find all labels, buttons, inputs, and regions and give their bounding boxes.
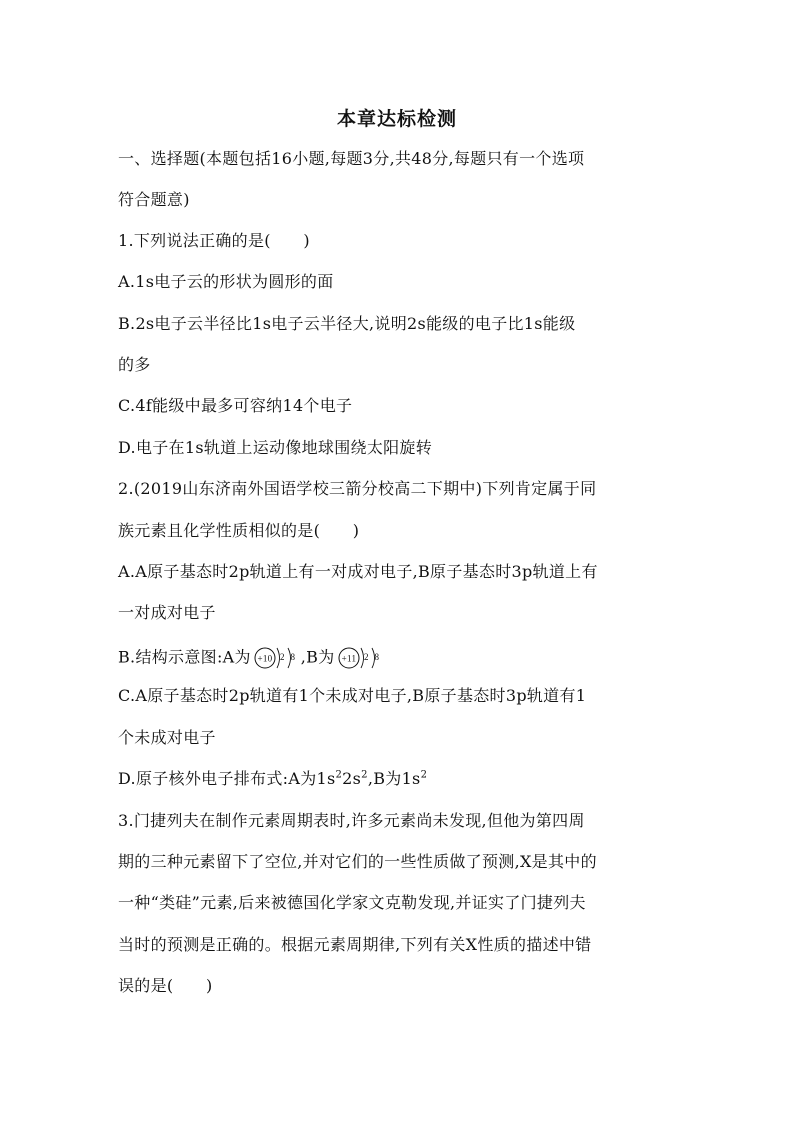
page-title: 本章达标检测 <box>336 108 457 130</box>
q3-line-4: 当时的预测是正确的。根据元素周期律,下列有关X性质的描述中错 <box>118 935 592 954</box>
atom-b-shell-2: 8 <box>374 652 379 662</box>
q1-stem: 1.下列说法正确的是( ) <box>118 231 310 250</box>
q2-option-d-mid: 2s <box>342 769 362 788</box>
q2-option-d-sup-2: 2 <box>361 769 368 781</box>
atom-b-nucleus: +11 <box>341 653 356 664</box>
q1-option-b-line-1: B.2s电子云半径比1s电子云半径大,说明2s能级的电子比1s能级 <box>118 314 576 333</box>
q2-option-c-line-1: C.A原子基态时2p轨道有1个未成对电子,B原子基态时3p轨道有1 <box>118 686 587 705</box>
q3-line-2: 期的三种元素留下了空位,并对它们的一些性质做了预测,X是其中的 <box>118 852 597 871</box>
q2-option-d <box>118 768 678 790</box>
q2-option-d-mid-2: ,B为1s <box>367 769 421 788</box>
q2-option-d-sup-1: 2 <box>335 769 343 781</box>
q2-option-b <box>118 644 678 672</box>
atom-b-shell-1: 2 <box>363 652 369 662</box>
q3-line-1: 3.门捷列夫在制作元素周期表时,许多元素尚未发现,但他为第四周 <box>118 811 585 830</box>
q2-stem-line-2: 族元素且化学性质相似的是( ) <box>118 521 360 540</box>
q2-option-d-prefix: D.原子核外电子排布式:A为1s <box>118 769 336 788</box>
q2-option-a-line-1: A.A原子基态时2p轨道上有一对成对电子,B原子基态时3p轨道上有 <box>118 562 598 581</box>
q2-option-b-mid: ,B为 <box>300 647 335 667</box>
q2-option-c-line-2: 个未成对电子 <box>118 728 216 747</box>
q3-line-3: 一种“类硅”元素,后来被德国化学家文克勒发现,并证实了门捷列夫 <box>118 893 586 912</box>
section-heading-line-2: 符合题意) <box>118 190 190 209</box>
atom-diagram-b <box>337 644 383 672</box>
q1-option-b-line-2: 的多 <box>118 355 151 374</box>
atom-a-shell-2: 8 <box>290 652 296 662</box>
q1-option-d: D.电子在1s轨道上运动像地球围绕太阳旋转 <box>118 438 433 457</box>
atom-diagram-a <box>253 644 299 672</box>
q2-option-b-prefix: B.结构示意图:A为 <box>118 647 251 667</box>
q3-line-5: 误的是( ) <box>118 976 213 995</box>
section-heading-line-1: 一、选择题(本题包括16小题,每题3分,共48分,每题只有一个选项 <box>118 149 585 168</box>
q2-option-d-sup-3: 2 <box>420 769 428 781</box>
q1-option-c: C.4f能级中最多可容纳14个电子 <box>118 396 353 415</box>
q2-stem-line-1: 2.(2019山东济南外国语学校三箭分校高二下期中)下列肯定属于同 <box>118 479 597 498</box>
q1-option-a: A.1s电子云的形状为圆形的面 <box>118 272 334 291</box>
q2-option-a-line-2: 一对成对电子 <box>118 603 216 622</box>
atom-a-shell-1: 2 <box>279 652 285 662</box>
atom-a-nucleus: +10 <box>257 653 273 664</box>
